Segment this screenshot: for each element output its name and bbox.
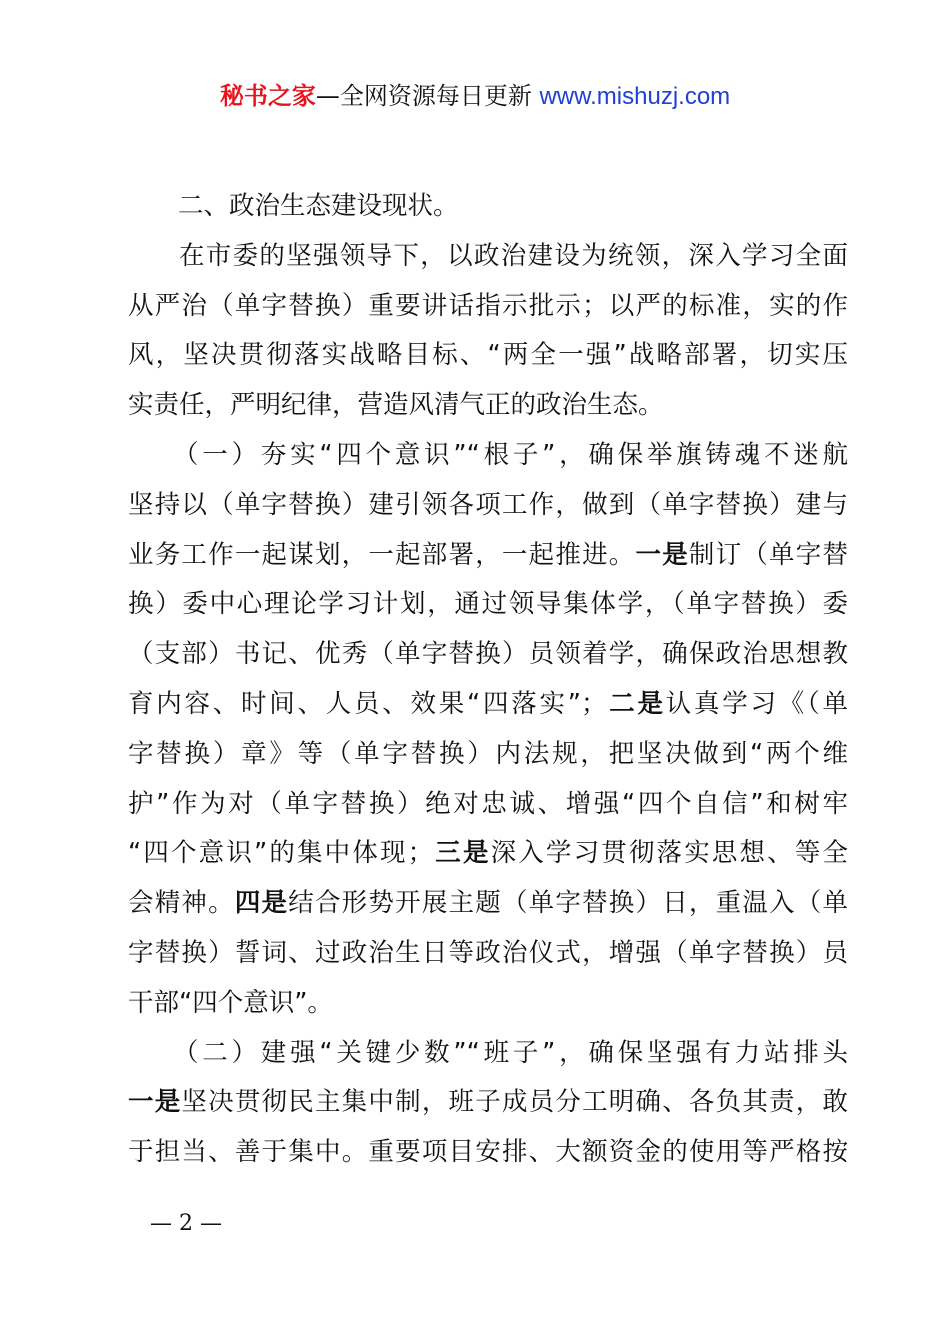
paragraph-line: [128, 680, 848, 730]
text-segment: 认真学习《（单: [665, 688, 848, 719]
paragraph-line: [128, 929, 848, 979]
text-segment: 结合形势开展主题（单字替换）日，重温入（单: [288, 888, 848, 919]
paragraph-line: [128, 780, 848, 830]
text-segment: 干部“四个意识”。: [128, 987, 333, 1018]
section-heading: [128, 182, 848, 232]
site-url-link[interactable]: www.mishuzj.com: [539, 83, 731, 110]
subsection-heading: [128, 1029, 848, 1079]
paragraph-line: [128, 1078, 848, 1128]
paragraph-line: [128, 879, 848, 929]
paragraph-line: [128, 232, 848, 282]
paragraph-line: [128, 979, 848, 1029]
text-segment: 二、政治生态建设现状。: [178, 191, 459, 221]
text-segment: （二）建强“关键少数”“班子”，确保坚强有力站排头: [173, 1037, 848, 1068]
paragraph-line: [128, 630, 848, 680]
text-segment: 在市委的坚强领导下，以政治建设为统领，深入学习全面: [179, 240, 848, 271]
text-segment: 换）委中心理论学习计划，通过领导集体学，（单字替换）委: [128, 589, 848, 620]
text-segment: 于担当、善于集中。重要项目安排、大额资金的使用等严格按: [128, 1137, 848, 1168]
text-segment: 字替换）誓词、过政治生日等政治仪式，增强（单字替换）员: [128, 937, 848, 968]
site-watermark-header: [0, 80, 950, 113]
paragraph-line: [128, 331, 848, 381]
brand-tagline: —全网资源每日更新: [315, 82, 532, 110]
text-segment: “四个意识”的集中体现；: [128, 838, 434, 869]
text-segment: 坚持以（单字替换）建引领各项工作，做到（单字替换）建与: [128, 489, 848, 520]
paragraph-line: [128, 730, 848, 780]
paragraph-line: [128, 531, 848, 581]
text-segment: 坚决贯彻民主集中制，班子成员分工明确、各负其责，敢: [181, 1087, 848, 1118]
paragraph-line: [128, 580, 848, 630]
text-segment: 育内容、时间、人员、效果“四落实”；: [128, 688, 607, 719]
text-segment: （支部）书记、优秀（单字替换）员领着学，确保政治思想教: [128, 639, 848, 670]
text-segment: 护”作为对（单字替换）绝对忠诚、增强“四个自信”和树牢: [128, 788, 848, 819]
paragraph-line: [128, 282, 848, 332]
brand-name: 秘书之家: [219, 82, 316, 110]
text-segment: 字替换）章》等（单字替换）内法规，把坚决做到“两个维: [128, 738, 848, 769]
paragraph-line: [128, 1128, 848, 1178]
emphasis-text: 一是: [635, 539, 689, 570]
page-number: — 2 —: [150, 1211, 222, 1236]
emphasis-text: 四是: [234, 888, 289, 919]
text-segment: 制订（单字替: [688, 539, 848, 570]
emphasis-text: 一是: [128, 1087, 182, 1118]
text-segment: 风，坚决贯彻落实战略目标、“两全一强”战略部署，切实压: [128, 340, 848, 371]
text-segment: 实责任，严明纪律，营造风清气正的政治生态。: [128, 390, 664, 421]
emphasis-text: 三是: [433, 838, 491, 869]
paragraph-line: [128, 481, 848, 531]
emphasis-text: 二是: [606, 688, 666, 719]
text-segment: 会精神。: [128, 888, 235, 919]
text-segment: （一）夯实“四个意识”“根子”，确保举旗铸魂不迷航: [173, 439, 848, 470]
text-segment: 业务工作一起谋划，一起部署，一起推进。: [128, 539, 636, 570]
subsection-heading: [128, 431, 848, 481]
paragraph-line: [128, 829, 848, 879]
text-segment: 从严治（单字替换）重要讲话指示批示；以严的标准，实的作: [128, 290, 848, 321]
text-segment: 深入学习贯彻落实思想、等全: [490, 838, 848, 869]
document-body: [128, 182, 848, 1178]
paragraph-line: [128, 381, 848, 431]
